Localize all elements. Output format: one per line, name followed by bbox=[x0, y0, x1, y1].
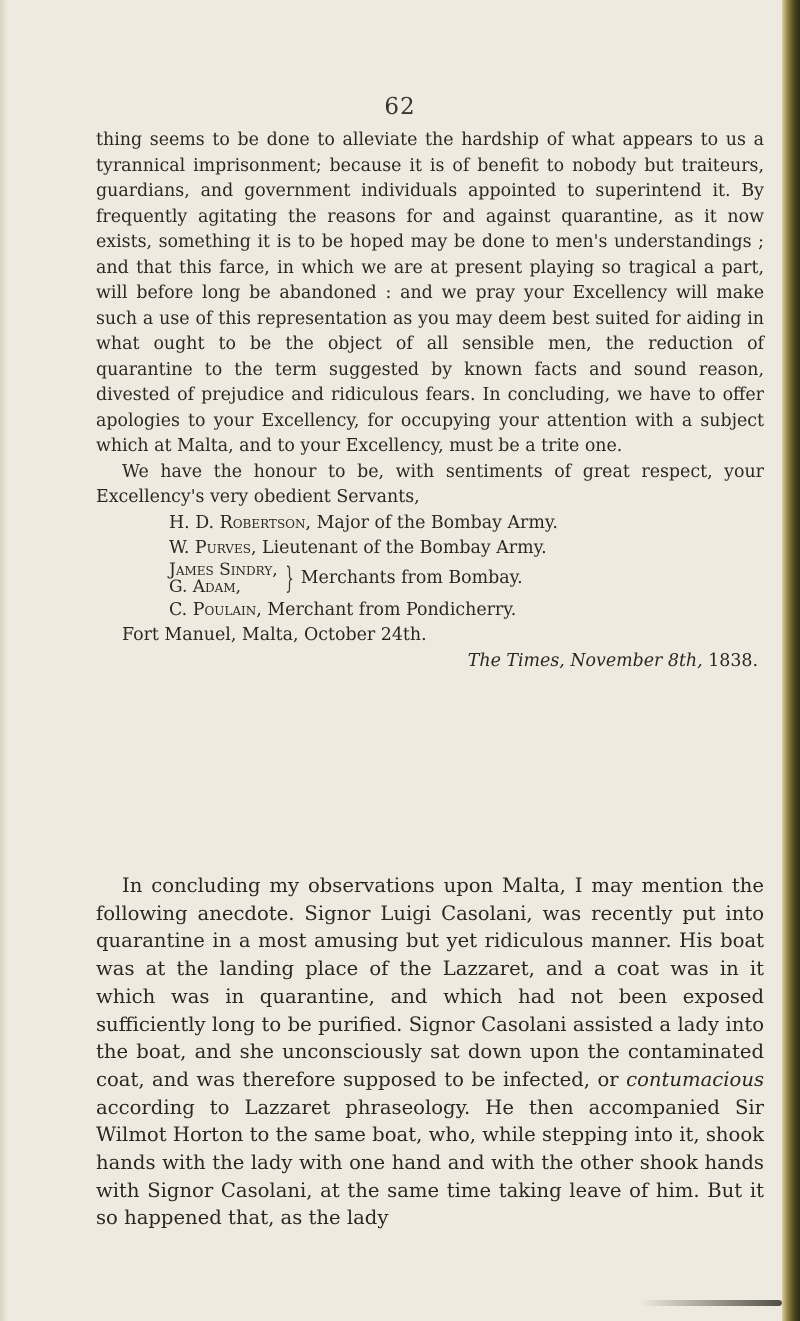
page-number: 62 bbox=[384, 94, 416, 120]
signatory-name: C. Poulain, bbox=[169, 599, 262, 620]
book-spine-edge bbox=[782, 0, 800, 1321]
merchant-name-adam: G. Adam, bbox=[169, 576, 242, 597]
source-year: 1838. bbox=[708, 650, 758, 671]
place-date: Fort Manuel, Malta, October 24th. bbox=[122, 625, 427, 645]
narrative-paragraph bbox=[96, 872, 764, 1232]
narrative-emphasis: contumacious bbox=[626, 1067, 764, 1091]
narrative-text bbox=[96, 872, 764, 1232]
page-curl-shadow bbox=[640, 1300, 782, 1306]
signatory-poulain bbox=[96, 598, 764, 624]
merchants-label: Merchants from Bombay. bbox=[300, 568, 523, 588]
letter-closing: We have the honour to be, with sentiments of great respect, your Excellency's very obedient Servants, bbox=[96, 461, 764, 507]
signatory-title: Lieutenant of the Bombay Army. bbox=[262, 538, 547, 558]
source-citation bbox=[96, 649, 764, 675]
signatory-title: Major of the Bombay Army. bbox=[316, 512, 558, 533]
signatory-robertson bbox=[96, 511, 764, 537]
source-publication: The Times, November 8th, bbox=[467, 650, 703, 671]
narrative-part-1: In concluding my observations upon Malta, I may mention the following anecdote. Signor Luigi Casolani, was recently put into quarantine in a most amusing but yet ridiculous manner. His boat was at the landing place of the Lazzaret, and a coat was in it which was in quarantine, and which had not been exposed sufficiently long to be purified. Signor Casolani assisted a lady into the boat, and she unconsciously sat down upon the contaminated coat, and was therefore supposed to be infected, or bbox=[96, 874, 764, 1091]
quoted-letter bbox=[96, 128, 764, 674]
signatory-purves bbox=[96, 536, 764, 562]
merchant-name-sindry: James Sindry, bbox=[169, 559, 278, 580]
signatory-name: H. D. Robertson, bbox=[169, 512, 312, 533]
letter-body: thing seems to be done to alleviate the hardship of what appears to us a tyrannical imprisonment; because it is of benefit to nobody but traiteurs, guardians, and government individuals appointed to superintend it. By frequently agitating the reasons for and against quarantine, as it now exists, something it is to be hoped may be done to men's understandings ; and that this farce, in which we are at present playing so tragical a part, will before long be abandoned : and we pray your Excellency will make such a use of this representation as you may deem best suited for aiding in what ought to be the object of all sensible men, the reduction of quarantine to the term suggested by known facts and sound reason, divested of prejudice and ridiculous fears. In concluding, we have to offer apologies to your Excellency, for occupying your attention with a subject which at Malta, and to your Excellency, must be a trite one. bbox=[96, 130, 764, 456]
merchant-names bbox=[169, 559, 278, 597]
curly-brace-icon: } bbox=[284, 560, 294, 596]
page-left-edge bbox=[0, 0, 8, 1321]
signatory-name: W. Purves, bbox=[169, 538, 257, 558]
signatory-merchants bbox=[96, 559, 764, 598]
narrative-part-2: according to Lazzaret phraseology. He then accompanied Sir Wilmot Horton to the same boat, who, while stepping into it, shook hands with the lady with one hand and with the other shook hands with Signor Casolani, at the same time taking leave of him. But it so happened that, as the lady bbox=[96, 1095, 764, 1230]
signatory-title: Merchant from Pondicherry. bbox=[267, 599, 517, 620]
